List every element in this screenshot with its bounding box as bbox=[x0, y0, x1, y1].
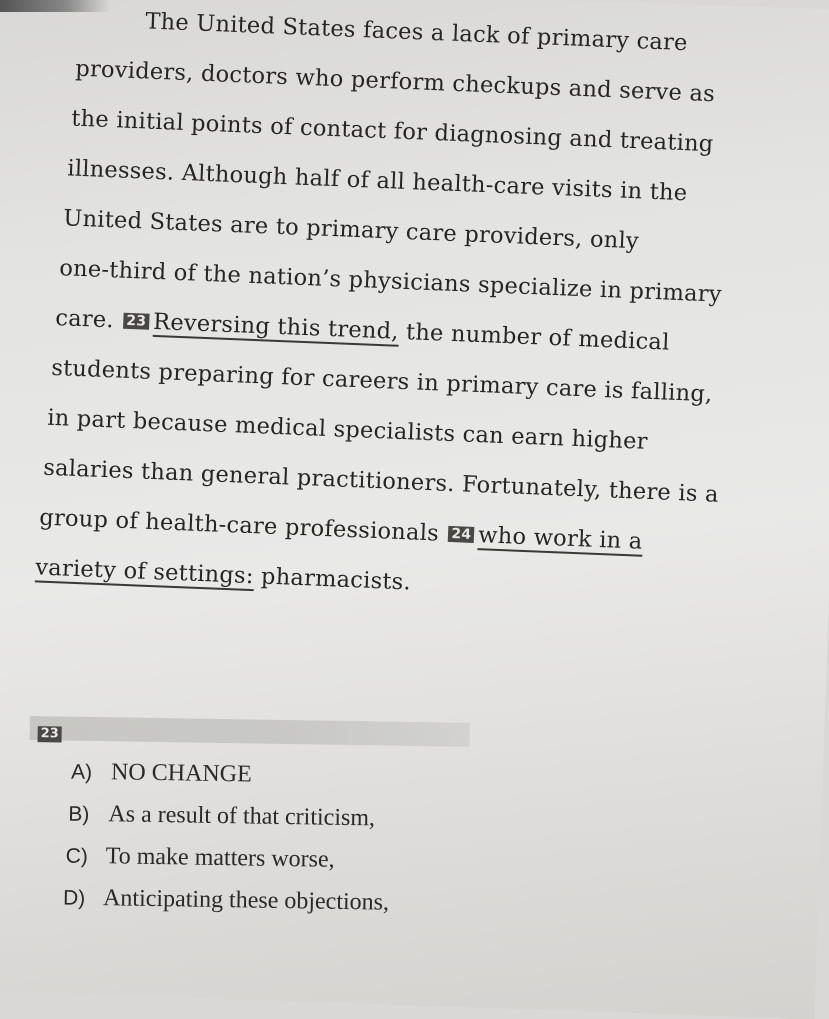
underlined-phrase-24-cont[interactable]: variety of settings: bbox=[34, 554, 255, 590]
underlined-phrase-23[interactable]: Reversing this trend, bbox=[152, 308, 400, 345]
passage-line-9: in part because medical specialists can earn higher bbox=[46, 404, 649, 455]
option-letter: B) bbox=[68, 802, 90, 826]
option-letter: C) bbox=[65, 844, 89, 868]
passage-line-2: providers, doctors who perform checkups and serve as bbox=[74, 55, 716, 108]
option-letter: D) bbox=[62, 886, 86, 910]
passage-line-8: students preparing for careers in primary care is falling, bbox=[50, 354, 713, 408]
passage-line-10: salaries than general practitioners. Fortunately, there is a bbox=[42, 454, 720, 508]
option-text: Anticipating these objections, bbox=[102, 885, 390, 916]
passage-line-5: United States are to primary care providers, only bbox=[62, 205, 640, 255]
passage-line-3: the initial points of contact for diagnosing and treating bbox=[70, 105, 714, 158]
passage-text: group of health-care professionals bbox=[38, 504, 440, 547]
option-letter: A) bbox=[70, 760, 93, 784]
passage-line-4: illnesses. Although half of all health-care visits in the bbox=[66, 155, 688, 207]
option-text: NO CHANGE bbox=[110, 759, 252, 788]
passage-text: the number of medical bbox=[398, 318, 671, 356]
corner-shadow bbox=[0, 0, 110, 12]
underlined-phrase-24[interactable]: who work in a bbox=[477, 522, 644, 555]
question-marker-24[interactable]: 24 bbox=[448, 526, 475, 543]
passage-line-1: The United States faces a lack of primary care bbox=[144, 8, 689, 57]
option-a[interactable] bbox=[71, 759, 252, 789]
passage-text: care. bbox=[54, 304, 115, 334]
passage-line-6: one-third of the nation’s physicians specialize in primary bbox=[58, 255, 723, 308]
option-d[interactable] bbox=[63, 885, 389, 917]
question-marker-23[interactable]: 23 bbox=[123, 313, 150, 330]
option-b[interactable] bbox=[68, 801, 375, 833]
passage-text: pharmacists. bbox=[253, 563, 412, 596]
question-number: 23 bbox=[38, 726, 62, 742]
option-c[interactable] bbox=[66, 843, 335, 874]
option-text: As a result of that criticism, bbox=[108, 801, 376, 832]
option-text: To make matters worse, bbox=[105, 843, 335, 873]
